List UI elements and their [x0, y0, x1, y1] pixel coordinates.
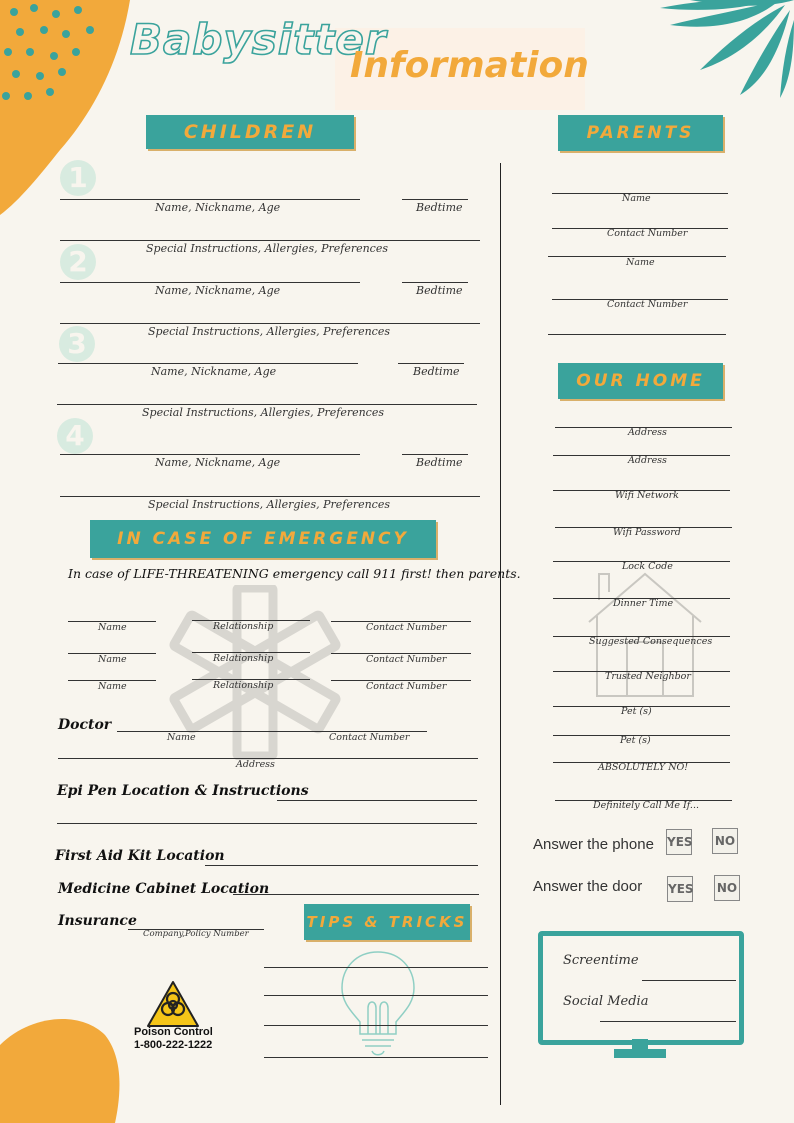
emergency1-relationship-label: Relationship — [213, 621, 274, 632]
child-number-4: 4 — [57, 418, 93, 454]
monitor-stand-icon — [612, 1039, 668, 1061]
epipen-label: Epi Pen Location & Instructions — [57, 783, 309, 799]
tips-line-3[interactable] — [264, 1025, 488, 1026]
parents-extra-line[interactable] — [548, 334, 726, 335]
doctor-contact-label: Contact Number — [329, 732, 410, 743]
emergency1-name-label: Name — [98, 622, 127, 633]
firstaid-label: First Aid Kit Location — [55, 848, 225, 864]
biohazard-warning-icon — [146, 980, 200, 1028]
child2-bedtime-label: Bedtime — [416, 284, 463, 297]
child1-special-line[interactable] — [60, 240, 480, 241]
title-information: Information — [350, 45, 589, 86]
child-number-2: 2 — [60, 244, 96, 280]
emergency2-contact-label: Contact Number — [366, 654, 447, 665]
emergency2-relationship-label: Relationship — [213, 653, 274, 664]
column-divider — [500, 163, 501, 1105]
parent1-name-label: Name — [622, 193, 651, 204]
child3-bedtime-line[interactable] — [398, 363, 464, 364]
medicine-label: Medicine Cabinet Location — [58, 881, 270, 897]
social-media-label: Social Media — [563, 994, 649, 1009]
home-heading: OUR HOME — [558, 363, 723, 399]
answer-phone-no[interactable]: NO — [712, 828, 738, 854]
poison-control-number: 1-800-222-1222 — [134, 1039, 213, 1051]
home-wifi-network-label: Wifi Network — [615, 490, 679, 501]
child3-special-label: Special Instructions, Allergies, Preferences — [142, 406, 384, 419]
home-consequences-label: Suggested Consequences — [589, 636, 713, 647]
parent2-name-label: Name — [626, 257, 655, 268]
firstaid-line[interactable] — [205, 865, 478, 866]
home-pet2-label: Pet (s) — [620, 735, 651, 746]
child3-special-line[interactable] — [57, 404, 477, 405]
home-absolutely-no-label: ABSOLUTELY NO! — [598, 762, 689, 773]
child4-special-label: Special Instructions, Allergies, Preferences — [148, 498, 390, 511]
emergency3-relationship-label: Relationship — [213, 680, 274, 691]
child-number-3: 3 — [59, 326, 95, 362]
child3-name-line[interactable] — [58, 363, 358, 364]
children-heading: CHILDREN — [146, 115, 354, 149]
child2-special-line[interactable] — [60, 323, 480, 324]
social-media-line[interactable] — [600, 1021, 736, 1022]
screentime-line[interactable] — [642, 980, 736, 981]
emergency1-contact-label: Contact Number — [366, 622, 447, 633]
child1-name-label: Name, Nickname, Age — [155, 201, 281, 214]
child2-special-label: Special Instructions, Allergies, Preferences — [148, 325, 390, 338]
monitor-frame — [538, 931, 744, 1045]
epipen-line-1[interactable] — [277, 800, 477, 801]
home-address1-label: Address — [628, 427, 667, 438]
child4-name-label: Name, Nickname, Age — [155, 456, 281, 469]
child4-name-line[interactable] — [60, 454, 360, 455]
home-wifi-password-label: Wifi Password — [613, 527, 681, 538]
doctor-label: Doctor — [58, 717, 112, 733]
poison-control-title: Poison Control — [134, 1026, 213, 1038]
child4-bedtime-label: Bedtime — [416, 456, 463, 469]
epipen-line-2[interactable] — [57, 823, 477, 824]
child2-name-line[interactable] — [60, 282, 360, 283]
child-number-1: 1 — [60, 160, 96, 196]
emergency3-name-label: Name — [98, 681, 127, 692]
child2-name-label: Name, Nickname, Age — [155, 284, 281, 297]
lightbulb-icon — [338, 948, 418, 1058]
emergency3-contact-label: Contact Number — [366, 681, 447, 692]
home-dinner-time-label: Dinner Time — [613, 598, 674, 609]
child4-special-line[interactable] — [60, 496, 480, 497]
tips-line-2[interactable] — [264, 995, 488, 996]
child1-bedtime-line[interactable] — [402, 199, 468, 200]
insurance-sub-label: Company,Policy Number — [143, 929, 249, 939]
child2-bedtime-line[interactable] — [402, 282, 468, 283]
emergency-notice: In case of LIFE-THREATENING emergency call 911 first! then parents. — [68, 566, 521, 581]
answer-door-yes[interactable]: YES — [667, 876, 693, 902]
parent2-contact-label: Contact Number — [607, 299, 688, 310]
orange-blob-bottom-left — [0, 1010, 130, 1123]
child3-name-label: Name, Nickname, Age — [151, 365, 277, 378]
tips-heading: TIPS & TRICKS — [304, 904, 470, 940]
answer-phone-yes[interactable]: YES — [666, 829, 692, 855]
child1-special-label: Special Instructions, Allergies, Preferences — [146, 242, 388, 255]
parent1-contact-label: Contact Number — [607, 228, 688, 239]
emergency-heading: IN CASE OF EMERGENCY — [90, 520, 436, 558]
child3-bedtime-label: Bedtime — [413, 365, 460, 378]
palm-leaf-decoration — [600, 0, 794, 100]
screentime-label: Screentime — [563, 953, 639, 968]
title-babysitter: Babysitter — [130, 15, 387, 64]
tips-line-4[interactable] — [264, 1057, 488, 1058]
home-pet1-label: Pet (s) — [621, 706, 652, 717]
emergency2-name-label: Name — [98, 654, 127, 665]
doctor-name-label: Name — [167, 732, 196, 743]
insurance-label: Insurance — [58, 913, 137, 929]
answer-phone-label: Answer the phone — [533, 836, 654, 853]
answer-door-no[interactable]: NO — [714, 875, 740, 901]
child1-name-line[interactable] — [60, 199, 360, 200]
doctor-address-label: Address — [236, 759, 275, 770]
child1-bedtime-label: Bedtime — [416, 201, 463, 214]
parents-heading: PARENTS — [558, 115, 723, 151]
medicine-line[interactable] — [233, 894, 479, 895]
tips-line-1[interactable] — [264, 967, 488, 968]
home-neighbor-label: Trusted Neighbor — [605, 671, 691, 682]
home-lock-code-label: Lock Code — [622, 561, 673, 572]
answer-door-label: Answer the door — [533, 878, 643, 895]
home-address2-label: Address — [628, 455, 667, 466]
child4-bedtime-line[interactable] — [402, 454, 468, 455]
home-call-me-label: Definitely Call Me If... — [593, 800, 699, 811]
